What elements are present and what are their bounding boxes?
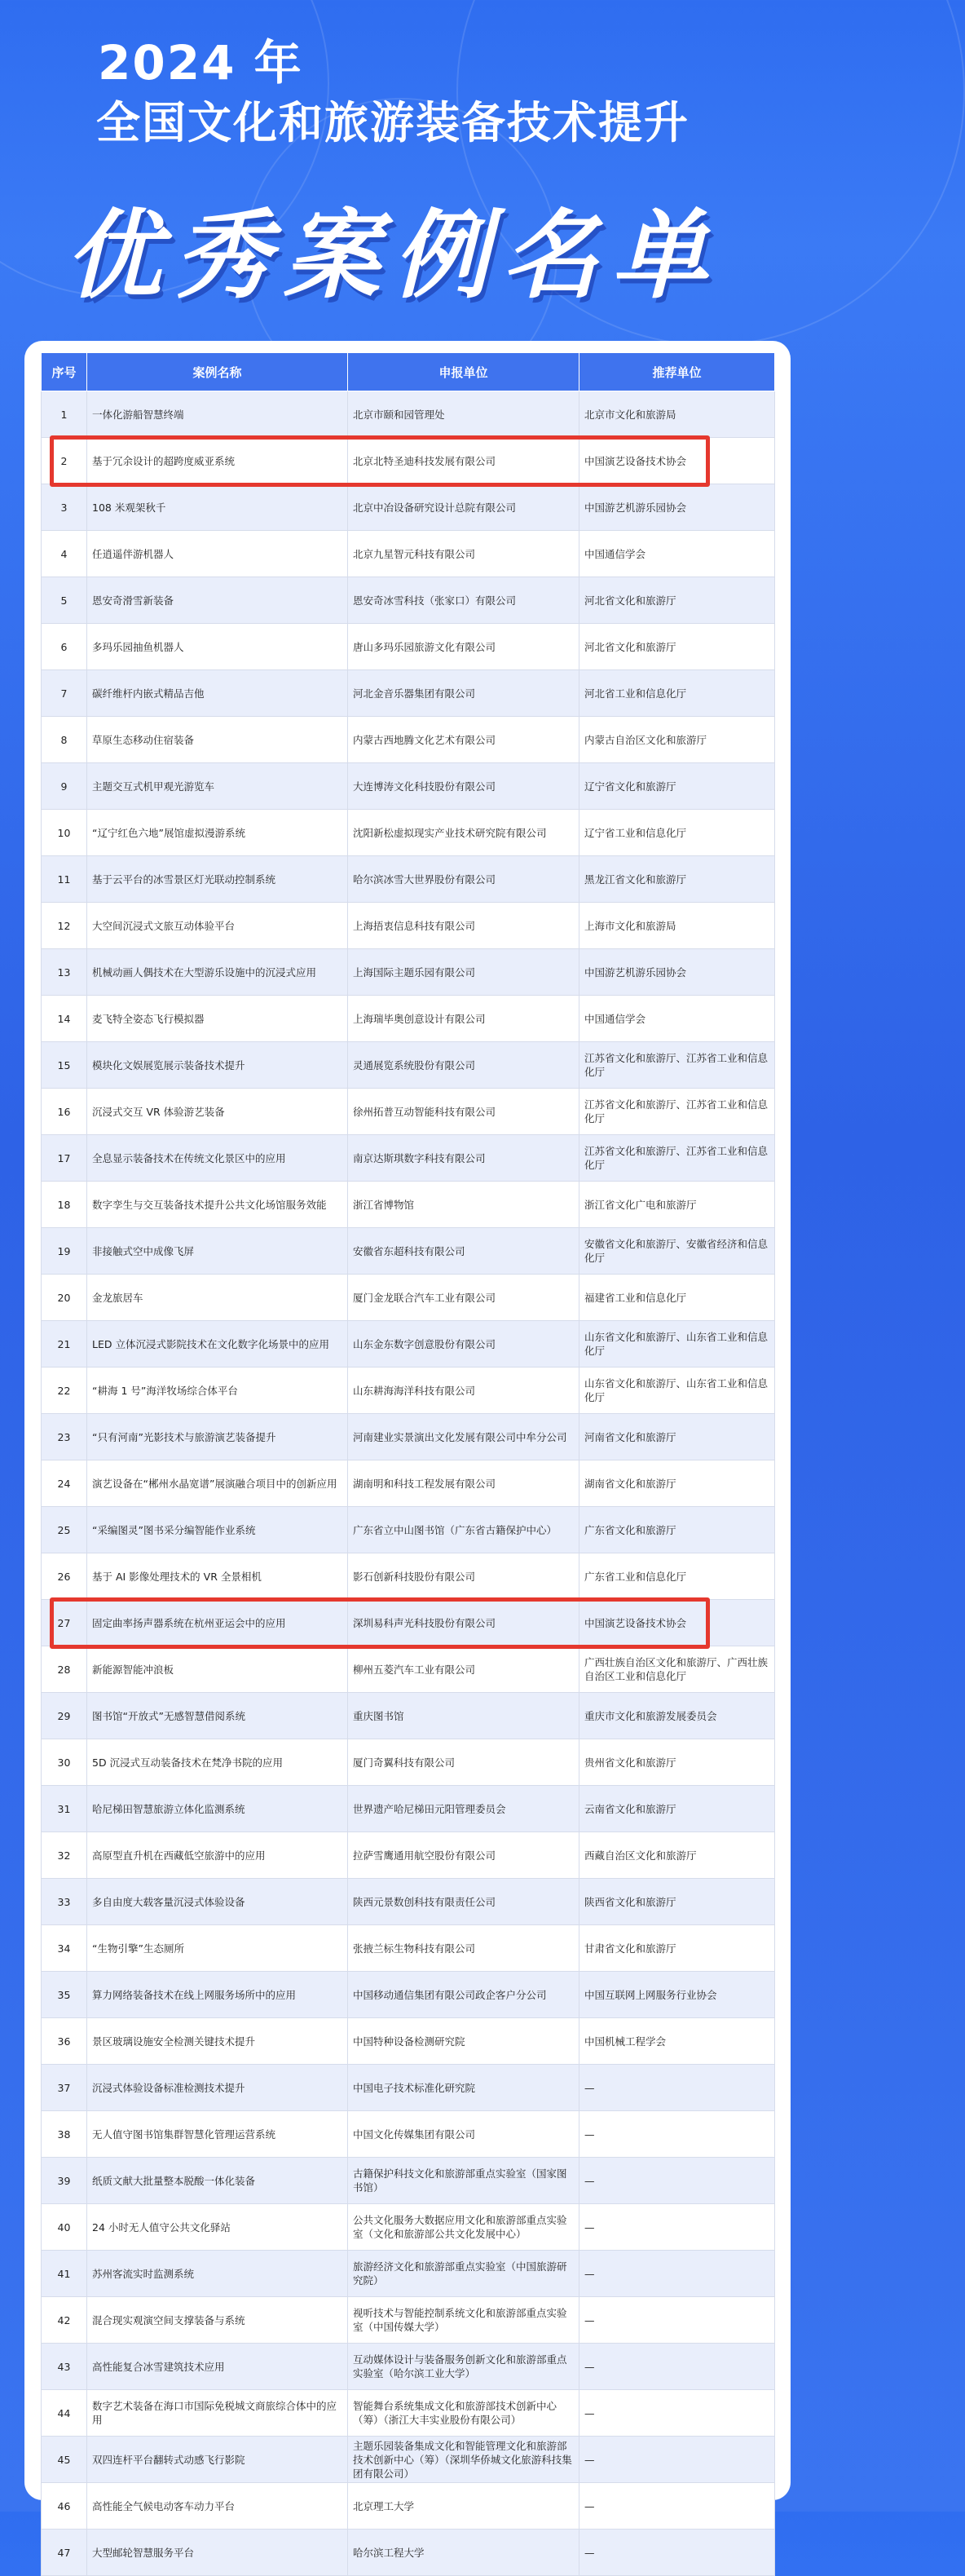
cell-recommender: — <box>579 2390 775 2437</box>
cell-recommender: 江苏省文化和旅游厅、江苏省工业和信息化厅 <box>579 1089 775 1135</box>
cell-no: 47 <box>42 2530 87 2576</box>
table-row <box>42 531 775 577</box>
cell-case-name: 108 米观架秋千 <box>87 484 348 531</box>
cell-recommender: 黑龙江省文化和旅游厅 <box>579 856 775 903</box>
cell-no: 17 <box>42 1135 87 1182</box>
table-row <box>42 624 775 670</box>
cell-case-name: “只有河南”光影技术与旅游演艺装备提升 <box>87 1414 348 1460</box>
cell-recommender: 中国游艺机游乐园协会 <box>579 484 775 531</box>
cell-recommender: — <box>579 2065 775 2111</box>
table-row <box>42 1879 775 1925</box>
cell-recommender: 西藏自治区文化和旅游厅 <box>579 1832 775 1879</box>
cell-case-name: 纸质文献大批量整本脱酸一体化装备 <box>87 2158 348 2204</box>
table-row <box>42 391 775 438</box>
cell-no: 6 <box>42 624 87 670</box>
cell-recommender: 广东省工业和信息化厅 <box>579 1553 775 1600</box>
cell-case-name: 演艺设备在“郴州水晶宽谱”展演融合项目中的创新应用 <box>87 1460 348 1507</box>
cell-no: 18 <box>42 1182 87 1228</box>
poster-header <box>0 0 815 326</box>
cell-no: 33 <box>42 1879 87 1925</box>
cell-no: 40 <box>42 2204 87 2251</box>
table-row <box>42 717 775 763</box>
cell-no: 9 <box>42 763 87 810</box>
cell-recommender: 北京市文化和旅游局 <box>579 391 775 438</box>
cell-no: 31 <box>42 1786 87 1832</box>
cell-case-name: 沉浸式体验设备标准检测技术提升 <box>87 2065 348 2111</box>
year-title: 2024 年 <box>98 35 303 91</box>
cell-applicant: 北京理工大学 <box>348 2483 579 2530</box>
cell-recommender: — <box>579 2344 775 2390</box>
cell-no: 45 <box>42 2437 87 2483</box>
cell-applicant: 湖南明和科技工程发展有限公司 <box>348 1460 579 1507</box>
cell-applicant: 浙江省博物馆 <box>348 1182 579 1228</box>
table-header <box>42 353 775 391</box>
cell-no: 20 <box>42 1275 87 1321</box>
cell-no: 7 <box>42 670 87 717</box>
cell-case-name: 数字孪生与交互装备技术提升公共文化场馆服务效能 <box>87 1182 348 1228</box>
cell-applicant: 徐州拓普互动智能科技有限公司 <box>348 1089 579 1135</box>
cell-case-name: 24 小时无人值守公共文化驿站 <box>87 2204 348 2251</box>
cell-case-name: 大空间沉浸式文旅互动体验平台 <box>87 903 348 949</box>
cell-recommender: 内蒙古自治区文化和旅游厅 <box>579 717 775 763</box>
cell-applicant: 影石创新科技股份有限公司 <box>348 1553 579 1600</box>
cell-applicant: 视听技术与智能控制系统文化和旅游部重点实验室（中国传媒大学） <box>348 2297 579 2344</box>
cell-recommender: — <box>579 2530 775 2576</box>
subtitle: 全国文化和旅游装备技术提升 <box>96 97 690 148</box>
cell-no: 34 <box>42 1925 87 1972</box>
table-row <box>42 2437 775 2483</box>
cell-applicant: 上海瑞毕奥创意设计有限公司 <box>348 996 579 1042</box>
cell-applicant: 智能舞台系统集成文化和旅游部技术创新中心（筹）（浙江大丰实业股份有限公司） <box>348 2390 579 2437</box>
main-title: 优秀案例名单 <box>65 198 721 312</box>
cell-recommender: 湖南省文化和旅游厅 <box>579 1460 775 1507</box>
cell-case-name: 大型邮轮智慧服务平台 <box>87 2530 348 2576</box>
cell-case-name: 非接触式空中成像飞屏 <box>87 1228 348 1275</box>
cell-recommender: 福建省工业和信息化厅 <box>579 1275 775 1321</box>
cell-case-name: “耕海 1 号”海洋牧场综合体平台 <box>87 1368 348 1414</box>
cell-case-name: 机械动画人偶技术在大型游乐设施中的沉浸式应用 <box>87 949 348 996</box>
table-row <box>42 1089 775 1135</box>
cell-recommender: 中国机械工程学会 <box>579 2018 775 2065</box>
cell-case-name: 恩安奇滑雪新装备 <box>87 577 348 624</box>
cell-no: 22 <box>42 1368 87 1414</box>
cell-no: 39 <box>42 2158 87 2204</box>
cell-no: 14 <box>42 996 87 1042</box>
cell-no: 30 <box>42 1739 87 1786</box>
cell-no: 26 <box>42 1553 87 1600</box>
cell-case-name: 混合现实观演空间支撑装备与系统 <box>87 2297 348 2344</box>
table-row <box>42 2390 775 2437</box>
table-row <box>42 2530 775 2576</box>
cell-no: 5 <box>42 577 87 624</box>
cell-no: 36 <box>42 2018 87 2065</box>
cell-applicant: 河北金音乐器集团有限公司 <box>348 670 579 717</box>
cell-case-name: 碳纤维杆内嵌式精品吉他 <box>87 670 348 717</box>
cell-recommender: 山东省文化和旅游厅、山东省工业和信息化厅 <box>579 1321 775 1368</box>
cell-applicant: 广东省立中山图书馆（广东省古籍保护中心） <box>348 1507 579 1553</box>
cell-recommender: 山东省文化和旅游厅、山东省工业和信息化厅 <box>579 1368 775 1414</box>
cell-applicant: 唐山多玛乐园旅游文化有限公司 <box>348 624 579 670</box>
cell-no: 10 <box>42 810 87 856</box>
cell-case-name: 高性能复合冰雪建筑技术应用 <box>87 2344 348 2390</box>
cell-no: 8 <box>42 717 87 763</box>
cell-applicant: 恩安奇冰雪科技（张家口）有限公司 <box>348 577 579 624</box>
cell-recommender: 中国游艺机游乐园协会 <box>579 949 775 996</box>
cell-case-name: 5D 沉浸式互动装备技术在梵净书院的应用 <box>87 1739 348 1786</box>
cell-no: 21 <box>42 1321 87 1368</box>
cell-case-name: 固定曲率扬声器系统在杭州亚运会中的应用 <box>87 1600 348 1646</box>
cell-no: 23 <box>42 1414 87 1460</box>
table-row <box>42 1460 775 1507</box>
cell-recommender: — <box>579 2437 775 2483</box>
cell-applicant: 陕西元景数创科技有限责任公司 <box>348 1879 579 1925</box>
cell-case-name: 一体化游船智慧终端 <box>87 391 348 438</box>
cell-no: 11 <box>42 856 87 903</box>
cell-case-name: LED 立体沉浸式影院技术在文化数字化场景中的应用 <box>87 1321 348 1368</box>
cell-applicant: 山东金东数字创意股份有限公司 <box>348 1321 579 1368</box>
table-row <box>42 484 775 531</box>
table-row <box>42 1553 775 1600</box>
cell-recommender: 中国通信学会 <box>579 996 775 1042</box>
column-header-no: 序号 <box>42 353 87 391</box>
cell-applicant: 中国移动通信集团有限公司政企客户分公司 <box>348 1972 579 2018</box>
cell-recommender: 安徽省文化和旅游厅、安徽省经济和信息化厅 <box>579 1228 775 1275</box>
table-row <box>42 1275 775 1321</box>
table-row <box>42 1600 775 1646</box>
table-row <box>42 1321 775 1368</box>
cell-case-name: “采编图灵”图书采分编智能作业系统 <box>87 1507 348 1553</box>
cell-case-name: 景区玻璃设施安全检测关键技术提升 <box>87 2018 348 2065</box>
table-row <box>42 996 775 1042</box>
cell-applicant: 柳州五菱汽车工业有限公司 <box>348 1646 579 1693</box>
cell-case-name: 金龙旅居车 <box>87 1275 348 1321</box>
cell-recommender: 中国演艺设备技术协会 <box>579 438 775 484</box>
cell-recommender: 河北省文化和旅游厅 <box>579 624 775 670</box>
cell-applicant: 沈阳新松虚拟现实产业技术研究院有限公司 <box>348 810 579 856</box>
table-row <box>42 577 775 624</box>
cell-case-name: 草原生态移动住宿装备 <box>87 717 348 763</box>
cell-case-name: 基于冗余设计的超跨度威亚系统 <box>87 438 348 484</box>
cell-case-name: 哈尼梯田智慧旅游立体化监测系统 <box>87 1786 348 1832</box>
cell-recommender: 上海市文化和旅游局 <box>579 903 775 949</box>
cell-case-name: 算力网络装备技术在线上网服务场所中的应用 <box>87 1972 348 2018</box>
cell-recommender: — <box>579 2158 775 2204</box>
table-row <box>42 2483 775 2530</box>
cell-applicant: 中国电子技术标准化研究院 <box>348 2065 579 2111</box>
cell-applicant: 北京中冶设备研究设计总院有限公司 <box>348 484 579 531</box>
cell-no: 19 <box>42 1228 87 1275</box>
table-row <box>42 810 775 856</box>
cell-case-name: 沉浸式交互 VR 体验游艺装备 <box>87 1089 348 1135</box>
cell-recommender: — <box>579 2251 775 2297</box>
cell-applicant: 哈尔滨冰雪大世界股份有限公司 <box>348 856 579 903</box>
column-header-unit: 申报单位 <box>348 353 579 391</box>
cell-recommender: 辽宁省工业和信息化厅 <box>579 810 775 856</box>
cell-case-name: 苏州客流实时监测系统 <box>87 2251 348 2297</box>
cell-case-name: 多玛乐园抽鱼机器人 <box>87 624 348 670</box>
cell-applicant: 上海国际主题乐园有限公司 <box>348 949 579 996</box>
cell-case-name: 基于 AI 影像处理技术的 VR 全景相机 <box>87 1553 348 1600</box>
cell-no: 12 <box>42 903 87 949</box>
cell-no: 46 <box>42 2483 87 2530</box>
cell-recommender: — <box>579 2297 775 2344</box>
cell-case-name: “生物引擎”生态厕所 <box>87 1925 348 1972</box>
table-row <box>42 1182 775 1228</box>
cell-case-name: 高原型直升机在西藏低空旅游中的应用 <box>87 1832 348 1879</box>
cell-no: 2 <box>42 438 87 484</box>
cell-case-name: 主题交互式机甲观光游览车 <box>87 763 348 810</box>
cell-applicant: 中国特种设备检测研究院 <box>348 2018 579 2065</box>
cell-no: 41 <box>42 2251 87 2297</box>
cell-case-name: 多自由度大载客量沉浸式体验设备 <box>87 1879 348 1925</box>
cell-applicant: 张掖兰标生物科技有限公司 <box>348 1925 579 1972</box>
table-body <box>42 391 775 2576</box>
cell-applicant: 大连博涛文化科技股份有限公司 <box>348 763 579 810</box>
table-row <box>42 2065 775 2111</box>
cell-no: 28 <box>42 1646 87 1693</box>
cell-case-name: 数字艺术装备在海口市国际免税城文商旅综合体中的应用 <box>87 2390 348 2437</box>
cell-case-name: “辽宁红色六地”展馆虚拟漫游系统 <box>87 810 348 856</box>
cell-applicant: 主题乐园装备集成文化和智能管理文化和旅游部技术创新中心（筹）（深圳华侨城文化旅游科技集团有限公司） <box>348 2437 579 2483</box>
cell-applicant: 北京九星智元科技有限公司 <box>348 531 579 577</box>
cell-recommender: 陕西省文化和旅游厅 <box>579 1879 775 1925</box>
cell-no: 1 <box>42 391 87 438</box>
cell-no: 42 <box>42 2297 87 2344</box>
cell-recommender: 广东省文化和旅游厅 <box>579 1507 775 1553</box>
cell-case-name: 任逍遥伴游机器人 <box>87 531 348 577</box>
cell-case-name: 麦飞特全姿态飞行模拟器 <box>87 996 348 1042</box>
cell-applicant: 河南建业实景演出文化发展有限公司中牟分公司 <box>348 1414 579 1460</box>
cell-no: 4 <box>42 531 87 577</box>
cell-recommender: 江苏省文化和旅游厅、江苏省工业和信息化厅 <box>579 1042 775 1089</box>
cell-applicant: 哈尔滨工程大学 <box>348 2530 579 2576</box>
table-row <box>42 1228 775 1275</box>
table-row <box>42 856 775 903</box>
cell-case-name: 新能源智能冲浪板 <box>87 1646 348 1693</box>
table-row <box>42 1925 775 1972</box>
cell-applicant: 北京北特圣迪科技发展有限公司 <box>348 438 579 484</box>
table-row <box>42 1739 775 1786</box>
list-card <box>24 341 791 2559</box>
cell-applicant: 世界遗产哈尼梯田元阳管理委员会 <box>348 1786 579 1832</box>
cell-case-name: 双四连杆平台翻转式动感飞行影院 <box>87 2437 348 2483</box>
table-row <box>42 1693 775 1739</box>
table-row <box>42 1135 775 1182</box>
table-row <box>42 949 775 996</box>
cell-no: 16 <box>42 1089 87 1135</box>
cell-applicant: 内蒙古西地腾文化艺术有限公司 <box>348 717 579 763</box>
case-table <box>41 352 775 2576</box>
cell-no: 25 <box>42 1507 87 1553</box>
cell-applicant: 旅游经济文化和旅游部重点实验室（中国旅游研究院） <box>348 2251 579 2297</box>
table-row <box>42 2251 775 2297</box>
cell-applicant: 中国文化传媒集团有限公司 <box>348 2111 579 2158</box>
column-header-name: 案例名称 <box>87 353 348 391</box>
cell-no: 27 <box>42 1600 87 1646</box>
table-row <box>42 2158 775 2204</box>
cell-applicant: 上海捂衷信息科技有限公司 <box>348 903 579 949</box>
cell-applicant: 北京市颐和园管理处 <box>348 391 579 438</box>
cell-recommender: 河南省文化和旅游厅 <box>579 1414 775 1460</box>
table-row <box>42 438 775 484</box>
cell-no: 3 <box>42 484 87 531</box>
cell-recommender: — <box>579 2204 775 2251</box>
cell-applicant: 厦门金龙联合汽车工业有限公司 <box>348 1275 579 1321</box>
cell-recommender: 浙江省文化广电和旅游厅 <box>579 1182 775 1228</box>
table-row <box>42 763 775 810</box>
column-header-recommender: 推荐单位 <box>579 353 775 391</box>
table-row <box>42 2204 775 2251</box>
cell-no: 32 <box>42 1832 87 1879</box>
table-row <box>42 2111 775 2158</box>
cell-no: 44 <box>42 2390 87 2437</box>
cell-case-name: 无人值守图书馆集群智慧化管理运营系统 <box>87 2111 348 2158</box>
cell-no: 43 <box>42 2344 87 2390</box>
cell-recommender: 中国互联网上网服务行业协会 <box>579 1972 775 2018</box>
cell-applicant: 南京达斯琪数字科技有限公司 <box>348 1135 579 1182</box>
cell-recommender: 重庆市文化和旅游发展委员会 <box>579 1693 775 1739</box>
table-row <box>42 1507 775 1553</box>
cell-recommender: 河北省文化和旅游厅 <box>579 577 775 624</box>
cell-recommender: 辽宁省文化和旅游厅 <box>579 763 775 810</box>
cell-applicant: 灵通展览系统股份有限公司 <box>348 1042 579 1089</box>
cell-recommender: 河北省工业和信息化厅 <box>579 670 775 717</box>
cell-recommender: 广西壮族自治区文化和旅游厅、广西壮族自治区工业和信息化厅 <box>579 1646 775 1693</box>
cell-no: 35 <box>42 1972 87 2018</box>
cell-applicant: 古籍保护科技文化和旅游部重点实验室（国家图书馆） <box>348 2158 579 2204</box>
cell-recommender: 云南省文化和旅游厅 <box>579 1786 775 1832</box>
cell-applicant: 互动媒体设计与装备服务创新文化和旅游部重点实验室（哈尔滨工业大学） <box>348 2344 579 2390</box>
cell-no: 29 <box>42 1693 87 1739</box>
cell-applicant: 山东耕海海洋科技有限公司 <box>348 1368 579 1414</box>
cell-applicant: 厦门奇翼科技有限公司 <box>348 1739 579 1786</box>
table-row <box>42 1042 775 1089</box>
cell-applicant: 重庆图书馆 <box>348 1693 579 1739</box>
cell-applicant: 公共文化服务大数据应用文化和旅游部重点实验室（文化和旅游部公共文化发展中心） <box>348 2204 579 2251</box>
table-row <box>42 1646 775 1693</box>
table-row <box>42 1972 775 2018</box>
cell-case-name: 全息显示装备技术在传统文化景区中的应用 <box>87 1135 348 1182</box>
cell-applicant: 安徽省东超科技有限公司 <box>348 1228 579 1275</box>
cell-no: 24 <box>42 1460 87 1507</box>
table-row <box>42 2344 775 2390</box>
cell-recommender: 江苏省文化和旅游厅、江苏省工业和信息化厅 <box>579 1135 775 1182</box>
table-row <box>42 903 775 949</box>
cell-no: 37 <box>42 2065 87 2111</box>
cell-recommender: 中国演艺设备技术协会 <box>579 1600 775 1646</box>
table-row <box>42 1832 775 1879</box>
cell-case-name: 模块化文娱展览展示装备技术提升 <box>87 1042 348 1089</box>
cell-recommender: 贵州省文化和旅游厅 <box>579 1739 775 1786</box>
cell-no: 38 <box>42 2111 87 2158</box>
table-row <box>42 670 775 717</box>
cell-recommender: 中国通信学会 <box>579 531 775 577</box>
table-row <box>42 1414 775 1460</box>
cell-case-name: 高性能全气候电动客车动力平台 <box>87 2483 348 2530</box>
cell-recommender: — <box>579 2483 775 2530</box>
cell-applicant: 深圳易科声光科技股份有限公司 <box>348 1600 579 1646</box>
table-row <box>42 1368 775 1414</box>
table-row <box>42 2018 775 2065</box>
cell-no: 15 <box>42 1042 87 1089</box>
cell-recommender: — <box>579 2111 775 2158</box>
cell-case-name: 基于云平台的冰雪景区灯光联动控制系统 <box>87 856 348 903</box>
table-row <box>42 2297 775 2344</box>
cell-recommender: 甘肃省文化和旅游厅 <box>579 1925 775 1972</box>
cell-applicant: 拉萨雪鹰通用航空股份有限公司 <box>348 1832 579 1879</box>
table-row <box>42 1786 775 1832</box>
cell-no: 13 <box>42 949 87 996</box>
cell-case-name: 图书馆“开放式”无感智慧借阅系统 <box>87 1693 348 1739</box>
